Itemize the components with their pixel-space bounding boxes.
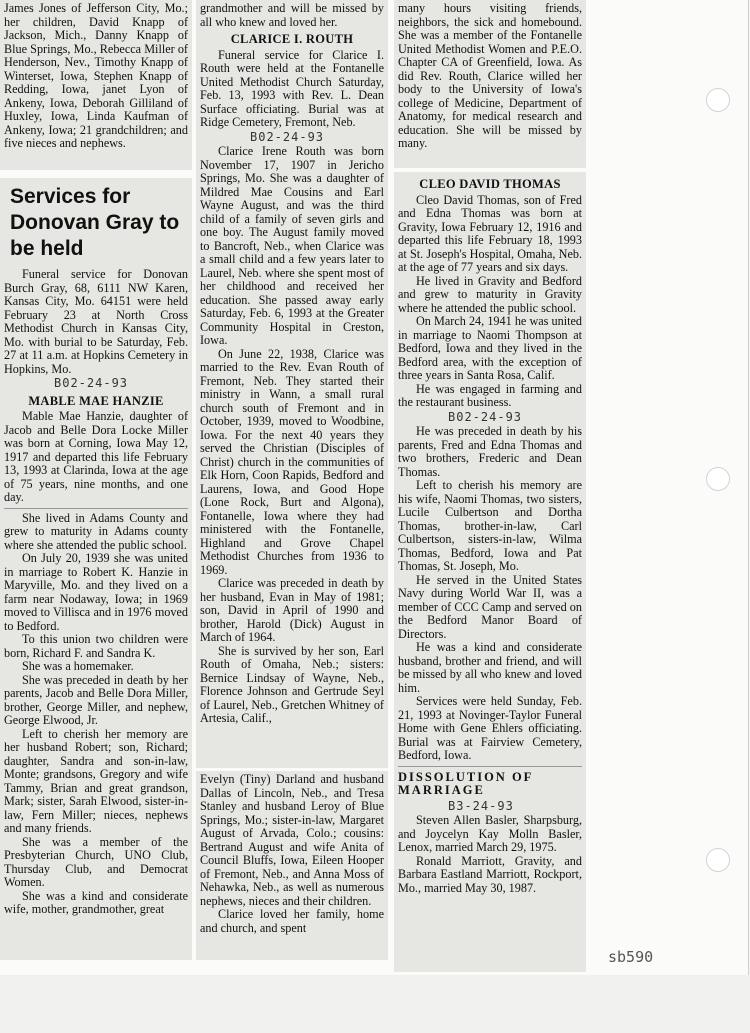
- clarice-heading: CLARICE I. ROUTH: [230, 32, 354, 46]
- handwritten-date: B02-24-93: [54, 376, 129, 390]
- binder-hole-top: [706, 88, 730, 112]
- page-tag: sb590: [608, 948, 654, 966]
- cleo-p8: He was a kind and considerate husband, brother and friend, and will be missed by all who knew and loved him.: [398, 640, 582, 695]
- handwritten-date: B02-24-93: [250, 129, 325, 144]
- mable-p6: She was preceded in death by her parents, Jacob and Belle Dora Miller, brother, George Miller, and nephew, George Elwood, Jr.: [4, 672, 188, 727]
- mable-p2: She lived in Adams County and grew to maturity in Adams county where she attended the public school.: [4, 510, 188, 552]
- mable-p8: She was a member of the Presbyterian Church, UNO Club, Thursday Club, and Democrat Women.: [4, 834, 188, 889]
- dissolution-p2: Ronald Marriott, Gravity, and Barbara Eastland Marriott, Rockport, Mo., married May 30, 1987.: [398, 853, 582, 895]
- clipping-col2-main: [196, 0, 388, 768]
- handwritten-date: B3-24-93: [448, 798, 514, 813]
- mable-p7: Left to cherish her memory are her husband Robert; son, Richard; daughter, Sandra and son-in-law, Monte; grandsons, Gregory and wife Tammy, Brian and great grandson, Mark; sister, Sarah Elwood, sister-in-law, Fern Miller; nieces, nephews and many friends.: [4, 726, 188, 835]
- mable-heading: MABLE MAE HANZIE: [28, 393, 164, 408]
- scanner-bed-margin: [0, 975, 750, 1033]
- clarice-p5: She is survived by her son, Earl Routh of Omaha, Neb.; sisters: Bernice Lindsay of Wayne, Neb., Florence Johnson and Gertrude Seyl of Laurel, Neb., Gretchen Whitney of Artesia, Calif.,: [200, 643, 384, 725]
- clipping-col2-bottom: [196, 771, 388, 960]
- clarice-p6: Evelyn (Tiny) Darland and husband Dallas of Lincoln, Neb., and Tresa Stanley and husband Leroy of Blue Springs, Mo.; sister-in-law, Margaret August of Arvada, Colo.; cousins: Bertrand August and wife Anita of Council Bluffs, Iowa, Eileen Hooper of Fremont, Neb., and Anna Moss of Nehawka, Neb., as well as numerous nephews, nieces and their children.: [200, 772, 384, 908]
- cleo-p3: On March 24, 1941 he was united in marriage to Naomi Thompson at Bedford, Iowa and they lived in the Bedford area, with the exception of three years in Santa Rosa, Calif.: [398, 314, 582, 382]
- clarice-p7: Clarice loved her family, home and church, and spent: [200, 907, 384, 935]
- mable-p9: She was a kind and considerate wife, mother, grandmother, great: [4, 888, 188, 916]
- col2-continuation: grandmother and will be missed by all who knew and loved her.: [200, 1, 384, 29]
- clipping-col3-main: [394, 172, 586, 972]
- cleo-heading: CLEO DAVID THOMAS: [419, 177, 561, 191]
- mable-p1: Mable Mae Hanzie, daughter of Jacob and Belle Dora Locke Miller was born at Corning, Iowa May 12, 1917 and departed this life February 13, 1993 at Clarinda, Iowa at the age of 75 years, nine months, and one day.: [4, 409, 188, 504]
- clarice-p4: Clarice was preceded in death by her husband, Evan in May of 1981; son, David in April of 1990 and brother, Harold (Dick) August in March of 1964.: [200, 576, 384, 644]
- clipping-col3-top: [394, 0, 586, 168]
- mable-p3: On July 20, 1939 she was united in marriage to Robert K. Hanzie in Maryville, Mo. and they lived on a farm near Nodaway, Iowa; in 1969 moved to Villisca and in 1976 moved to Bedford.: [4, 551, 188, 633]
- divider: [398, 766, 582, 767]
- binder-hole-middle: [706, 467, 730, 491]
- survivors-text: James Jones of Jefferson City, Mo.; her children, David Knapp of Jackson, Mich., Danny Knapp of Blue Springs, Mo., Rebecca Miller of Henderson, Nev., Timothy Knapp of Winterset, Iowa, Stephen Knapp of Redding, Iowa, janet Lyon of Ankeny, Iowa, Deborah Gilliland of Huxley, Iowa, Linda Kaufman of Ankeny, Iowa; 21 grandchildren; and five nieces and nephews.: [4, 1, 188, 150]
- mable-p4: To this union two children were born, Richard F. and Sandra K.: [4, 632, 188, 660]
- cleo-p5: He was preceded in death by his parents, Fred and Edna Thomas and two brothers, Frederic and Dean Thomas.: [398, 424, 582, 479]
- col3-continuation: many hours visiting friends, neighbors, the sick and homebound. She was a member of the Fontanelle United Methodist Women and P.E.O. Chapter CA of Greenfield, Iowa. As did Rev. Routh, Clarice willed her body to the University of Iowa's college of Medicine, Department of Anatomy, for medical research and education. She will be missed by many.: [398, 1, 582, 150]
- cleo-p1: Cleo David Thomas, son of Fred and Edna Thomas was born at Gravity, Iowa February 12, 1916 and departed this life February 18, 1993 at St. Joseph's Hospital, Omaha, Neb. at the age of 77 years and six days.: [398, 192, 582, 274]
- clarice-p3: On June 22, 1938, Clarice was married to the Rev. Evan Routh of Fremont, Neb. They started their ministry in Wann, a small rural church south of Fremont and in October, 1939, moved to Woodbine, Iowa. For the next 40 years they served the Christian (Disciples of Christ) church in the communities of Elk Horn, Coon Rapids, Bedford and Laurens, Iowa, and Good Hope (Lone Rock, Burt and Algona), Fontanelle, Iowa where they had ministered with the Fontanelle, Highland and Grove Chapel Methodist Churches from 1936 to 1969.: [200, 346, 384, 577]
- binder-hole-bottom: [706, 848, 730, 872]
- dissolution-p1: Steven Allen Basler, Sharpsburg, and Joycelyn Kay Molln Basler, Lenox, married March 29, 1975.: [398, 813, 582, 854]
- dissolution-heading: DISSOLUTION OF MARRIAGE: [398, 769, 533, 797]
- cleo-p2: He lived in Gravity and Bedford and grew to maturity in Gravity where he attended the public school.: [398, 273, 582, 315]
- donovan-text: Funeral service for Donovan Burch Gray, 68, 6111 NW Karen, Kansas City, Mo. 64151 were held February 23 at North Cross Methodist Church in Kansas City, Mo. with burial to be Saturday, Feb. 27 at 11 a.m. at Hopkins Cemetery in Hopkins, Mo.: [4, 267, 188, 376]
- clipping-col1-main: [0, 178, 192, 960]
- mable-p5: She was a homemaker.: [22, 659, 134, 673]
- divider: [4, 508, 188, 509]
- cleo-p9: Services were held Sunday, Feb. 21, 1993 at Novinger-Taylor Funeral Home with Gene Ehlers officiating. Burial was at Fairview Cemetery, Bedford, Iowa.: [398, 694, 582, 762]
- donovan-headline: Services for Donovan Gray to be held: [10, 185, 180, 260]
- cleo-p6: Left to cherish his memory are his wife, Naomi Thomas, two sisters, Lucile Culbertson and Dortha Thomas, brother-in-law, Carl Culbertson, sisters-in-law, Wilma Thomas, Bedford, Iowa and Pat Thomas, St. Joseph, Mo.: [398, 478, 582, 573]
- cleo-p7: He served in the United States Navy during World War II, was a member of CCC Camp and served on the Bedford Manor Board of Directors.: [398, 572, 582, 641]
- clarice-p1: Funeral service for Clarice I. Routh were held at the Fontanelle United Methodist Church Saturday, Feb. 13, 1993 with Rev. L. Dean Surface officiating. Burial was at Ridge Cemetery, Fremont, Neb.: [200, 47, 384, 129]
- cleo-p4: He was engaged in farming and the restaurant business.: [398, 381, 582, 409]
- clipping-col1-top: [0, 0, 192, 170]
- handwritten-date: B02-24-93: [448, 409, 523, 424]
- clarice-p2: Clarice Irene Routh was born November 17, 1907 in Jericho Springs, Mo. She was a daughter of Mildred Mae Cousins and Earl Wayne August, and was the third child of a family of seven girls and one boy. The August family moved to Bancroft, Neb., when Clarice was a small child and a few years later to Laurel, Neb. where she spent most of her childhood and received her education. She passed away early Saturday, Feb. 6, 1993 at the Greater Community Hospital in Creston, Iowa.: [200, 144, 384, 347]
